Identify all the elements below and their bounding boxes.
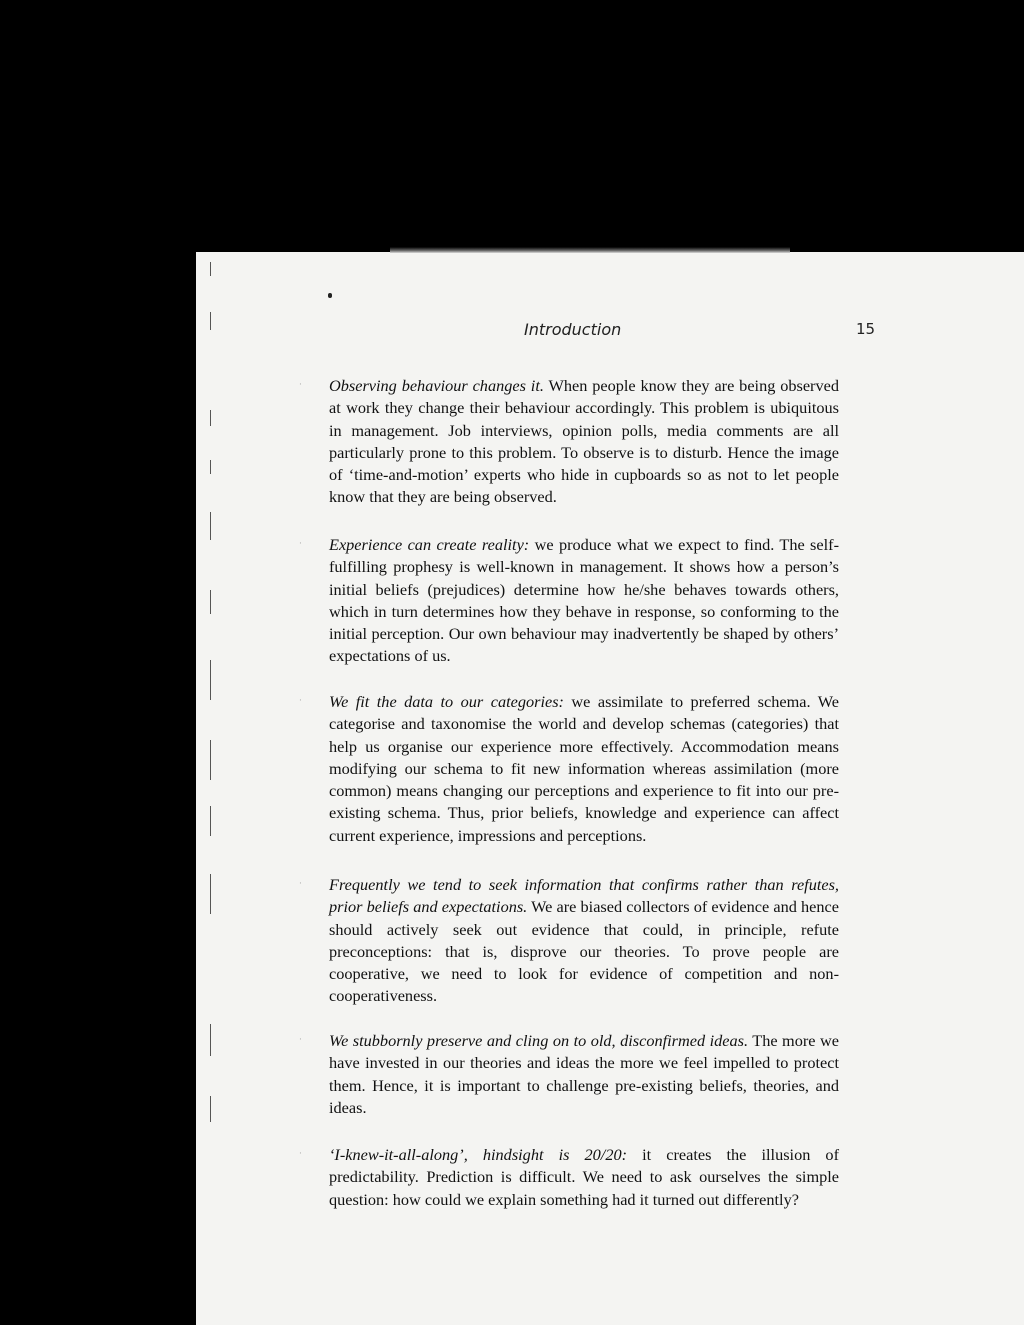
- running-header-title: Introduction: [524, 320, 622, 339]
- bullet-mark: ·: [299, 380, 302, 390]
- margin-mark: [210, 262, 211, 276]
- margin-mark: [210, 1096, 211, 1122]
- paragraph-body: it creates the illusion of predictability. Prediction is difficult. We need to ask ourselves the simple question: how could we explain something had it turned out differently?: [329, 1145, 839, 1209]
- paragraph-experience: [329, 534, 839, 668]
- paragraph-hindsight: [329, 1144, 839, 1211]
- margin-mark: [210, 874, 211, 914]
- paragraph-lead: We fit the data to our categories:: [329, 692, 564, 711]
- bullet-mark: ·: [299, 879, 302, 889]
- bullet-mark: ·: [299, 1035, 302, 1045]
- paragraph-lead: We stubbornly preserve and cling on to old, disconfirmed ideas.: [329, 1031, 749, 1050]
- paragraph-body: The more we have invested in our theories and ideas the more we feel impelled to protect them. Hence, it is important to challenge pre-existing beliefs, theories, and ideas.: [329, 1031, 839, 1117]
- margin-mark: [210, 590, 211, 614]
- paragraph-body: When people know they are being observed at work they change their behaviour accordingly. This problem is ubiquitous in management. Job interviews, opinion polls, media comments are all particularly prone to this problem. To observe is to disturb. Hence the image of ‘time-and-motion’ experts who hide in cupboards so as not to let people know that they are being observed.: [329, 376, 839, 507]
- margin-mark: [210, 660, 211, 700]
- margin-mark: [210, 1024, 211, 1056]
- bullet-mark: ·: [299, 696, 302, 706]
- bullet-mark: ·: [299, 1149, 302, 1159]
- paragraph-lead: Frequently we tend to seek information that confirms rather than refutes, prior beliefs and expectations.: [329, 875, 839, 917]
- paragraph-lead: Observing behaviour changes it.: [329, 376, 544, 395]
- paragraph-categories: [329, 691, 839, 847]
- page-top-edge: [390, 247, 790, 253]
- margin-mark: [210, 512, 211, 540]
- paragraph-stubborn: [329, 1030, 839, 1119]
- paragraph-lead: ‘I-knew-it-all-along’, hindsight is 20/20:: [329, 1145, 628, 1164]
- margin-mark: [210, 806, 211, 836]
- paragraph-body: We are biased collectors of evidence and hence should actively seek out evidence that could, in principle, refute preconceptions: that is, disprove our theories. To prove people are cooperative, we need to look for evidence of competition and non-cooperativeness.: [329, 897, 839, 1006]
- stray-mark: [328, 293, 332, 298]
- paragraph-body: we produce what we expect to find. The self-fulfilling prophesy is well-known in management. It shows how a person’s initial beliefs (prejudices) determine how he/she behaves towards others, which in turn determines how they behave in response, so conforming to the initial perception. Our own behaviour may inadvertently be shaped by others’ expectations of us.: [329, 535, 839, 666]
- paragraph-body: we assimilate to preferred schema. We categorise and taxonomise the world and develop schemas (categories) that help us organise our experience more effectively. Accommodation means modifying our schema to fit new information whereas assimilation (more common) means changing our perceptions and experience to fit into our pre-existing schema. Thus, prior beliefs, knowledge and experience can affect current experience, impressions and perceptions.: [329, 692, 839, 845]
- margin-mark: [210, 460, 211, 474]
- paragraph-observing: [329, 375, 839, 509]
- bullet-mark: ·: [299, 539, 302, 549]
- page-number: 15: [856, 320, 876, 338]
- margin-mark: [210, 410, 211, 426]
- margin-mark: [210, 312, 211, 330]
- paragraph-confirmation: [329, 874, 839, 1008]
- margin-mark: [210, 740, 211, 780]
- paragraph-lead: Experience can create reality:: [329, 535, 530, 554]
